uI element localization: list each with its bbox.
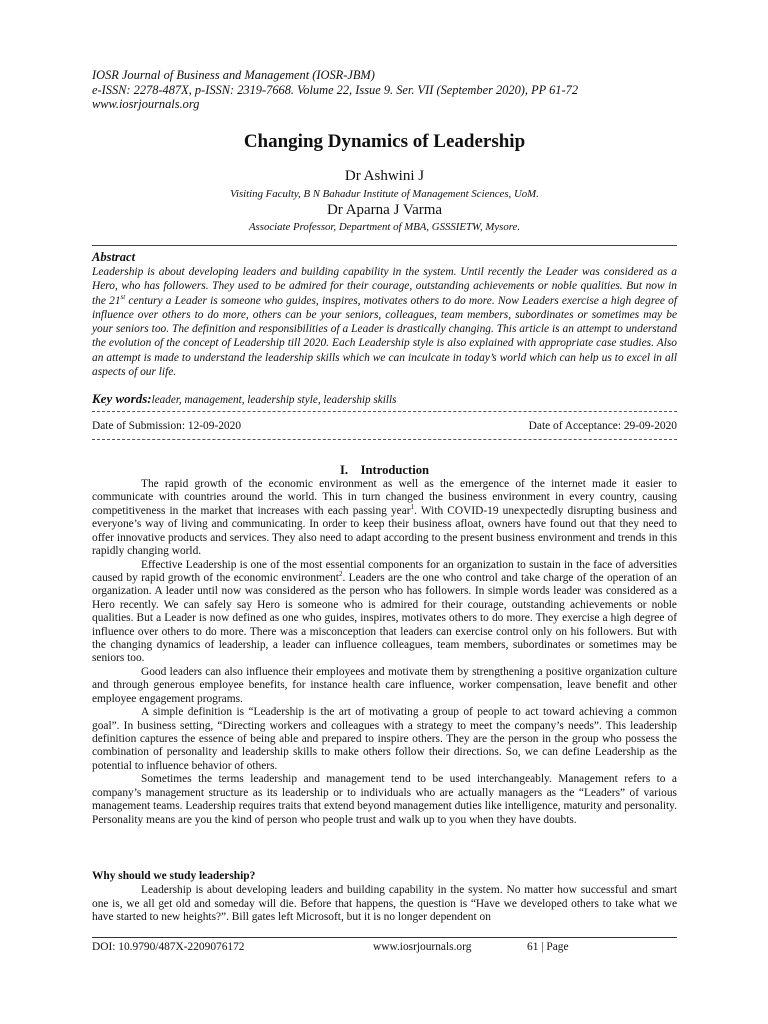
abstract-text-part: century a Leader is someone who guides, inspires, motivates others to do more. Now Leaders exercise a high degree of influence over others to do more, others can be your seniors, colleagues, team members, subordinates or sometimes may be your seniors too. The definition and responsibilities of a Leader is drastically changing. This article is an attempt to understand the evolution of the concept of Leadership till 2020. Each Leadership style is also explained with appropriate case studies. Also an attempt is made to understand the leadership skills which we can inculcate in today’s world which can help us to excel in all aspects of our life. (92, 294, 677, 379)
paper-title: Changing Dynamics of Leadership (243, 131, 526, 152)
author-name-1: Dr Ashwini J (344, 168, 425, 184)
keywords (92, 391, 677, 407)
paragraph: A simple definition is “Leadership is the art of motivating a group of people to act toward achieving a common goal”. In business setting, “Directing workers and colleagues with a strategy to meet the company’s needs”. This leadership definition captures the essence of being able and prepared to inspire others. They are the person in the group who possess the combination of personality and leadership skills to make others follow their directions. So, we can define Leadership as the potential to influence behavior of others. (92, 706, 677, 772)
footnote-ref: 1 (410, 503, 415, 512)
issn-line: e-ISSN: 2278-487X, p-ISSN: 2319-7668. Volume 22, Issue 9. Ser. VII (September 2020), PP 61-72 (92, 82, 579, 97)
author-name-2: Dr Aparna J Varma (326, 202, 443, 218)
journal-name: IOSR Journal of Business and Management (IOSR-JBM) (92, 68, 375, 82)
footer-page-number: 61 | Page (527, 941, 569, 953)
dates-row (92, 420, 677, 432)
keywords-value: leader, management, leadership style, leadership skills (151, 394, 397, 406)
paragraph: Leadership is about developing leaders and building capability in the system. No matter how successful and smart one is, we all get old and someday will die. Before that happens, the question is “Have we developed others to take what we have started to new heights?”. Bill gates left Microsoft, but it is no longer dependent on (92, 884, 677, 924)
abstract-text (92, 265, 677, 379)
section-heading: I. Introduction (340, 463, 429, 477)
text-part: The rapid growth of the economic environment as well as the emergence of the internet made it easier to communicate with countries around the world. This in turn changed the business environment in every country, causing competitiveness in the market that increases with each passing year (92, 478, 677, 517)
acceptance-date: Date of Acceptance: 29-09-2020 (528, 420, 677, 432)
introduction-body (92, 478, 677, 827)
text-part: Effective Leadership is one of the most essential components for an organization to sustain in the face of adversities caused by rapid growth of the economic environment (92, 558, 677, 584)
footer-divider (92, 937, 677, 938)
paragraph (92, 478, 677, 559)
keywords-label: Key words: (92, 391, 152, 406)
author-affiliation-1: Visiting Faculty, B N Bahadur Institute of Management Sciences, UoM. (230, 188, 539, 200)
subsection-heading: Why should we study leadership? (92, 870, 256, 882)
superscript: st (120, 292, 126, 301)
paragraph: Sometimes the terms leadership and management tend to be used interchangeably. Management refers to a company’s management structure as its leadership or to individuals who are actually managers as the “Leaders” of various management teams. Leadership requires traits that extend beyond management duties like intelligence, maturity and personality. Personality means are you the kind of person who people trust and walk up to you when they have doubts. (92, 773, 677, 826)
footer-website[interactable]: www.iosrjournals.org (373, 941, 472, 953)
dashed-divider (92, 439, 677, 440)
journal-header (92, 68, 677, 112)
author-affiliation-2: Associate Professor, Department of MBA, GSSSIETW, Mysore. (248, 221, 521, 233)
submission-date: Date of Submission: 12-09-2020 (92, 420, 242, 432)
abstract-divider (92, 245, 677, 246)
text-part: . With COVID-19 unexpectedly disrupting business and everyone’s way of living and communicating. In order to keep their business afloat, owners have found out that they need to offer innovative products and services. They also need to adapt according to the present business environment and trends in this rapidly changing world. (92, 504, 678, 558)
abstract-heading: Abstract (92, 250, 136, 264)
paragraph: Good leaders can also influence their employees and motivate them by strengthening a positive organization culture and through generous employee benefits, for instance health care influence, worker compensation, leave benefit and other employee engagement programs. (92, 665, 677, 705)
dashed-divider (92, 411, 677, 412)
paragraph (92, 559, 677, 666)
journal-website[interactable]: www.iosrjournals.org (92, 97, 200, 112)
footnote-ref: 2 (338, 570, 343, 579)
abstract-text-part: Leadership is about developing leaders and building capability in the system. Until recently the Leader was considered as a Hero, who has followers. They used to be admired for their courage, outstanding achievements or noble qualities. But now in the 21 (92, 266, 677, 307)
text-part: . Leaders are the one who control and take charge of the operation of an organization. A leader until now was considered as the person who has followers. In simple words leader was considered as a Hero recently. We can safely say Hero is someone who is admired for their courage, outstanding achievements or noble qualities. But a Leader is now defined as one who guides, inspires, motivates others to do more. They exercise a high degree of influence over others to do more. There was a misconception that leaders can exercise control only on his followers. But with the changing dynamics of leadership, a leader can influence colleagues, team members, subordinates or sometimes may be seniors too. (92, 571, 677, 665)
subsection-body (92, 884, 677, 925)
footer-doi: DOI: 10.9790/487X-2209076172 (92, 941, 245, 953)
